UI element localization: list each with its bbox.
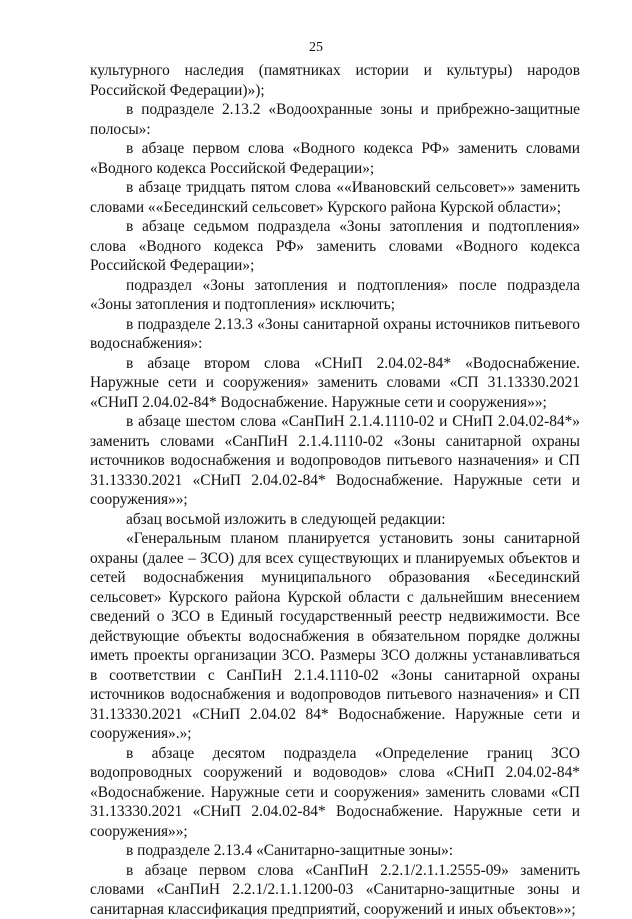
paragraph: в подразделе 2.13.4 «Санитарно-защитные зоны»: xyxy=(90,841,580,861)
paragraph: в подразделе 2.13.2 «Водоохранные зоны и прибрежно-защитные полосы»: xyxy=(90,100,580,139)
paragraph: в подразделе 2.13.3 «Зоны санитарной охраны источников питьевого водоснабжения»: xyxy=(90,315,580,354)
paragraph: в абзаце первом слова «СанПиН 2.2.1/2.1.1.2555-09» заменить словами «СанПиН 2.2.1/2.1.1.1200-03 «Санитарно-защитные зоны и санитарная классификация предприятий, сооружений и иных объектов»»; xyxy=(90,861,580,919)
paragraph: культурного наследия (памятниках истории и культуры) народов Российской Федерации)»); xyxy=(90,61,580,100)
paragraph: подраздел «Зоны затопления и подтопления» после подраздела «Зоны затопления и подтопления» исключить; xyxy=(90,276,580,315)
paragraph: в абзаце первом слова «Водного кодекса РФ» заменить словами «Водного кодекса Российской Федерации»; xyxy=(90,139,580,178)
paragraph: «Генеральным планом планируется установить зоны санитарной охраны (далее – ЗСО) для всех существующих и планируемых объектов и сетей водоснабжения муниципального образования «Бесединский сельсовет» Курского района Курской области с дальнейшим внесением сведений о ЗСО в Единый государственный реестр недвижимости. Все действующие объекты водоснабжения в обязательном порядке должны иметь проекты организации ЗСО. Размеры ЗСО должны устанавливаться в соответствии с СанПиН 2.1.4.1110-02 «Зоны санитарной охраны источников водоснабжения и водопроводов питьевого назначения» и СП 31.13330.2021 «СНиП 2.04.02 84* Водоснабжение. Наружные сети и сооружения».»; xyxy=(90,529,580,744)
paragraph: в абзаце седьмом подраздела «Зоны затопления и подтопления» слова «Водного кодекса РФ» заменить словами «Водного кодекса Российской Федерации»; xyxy=(90,217,580,276)
paragraph: в абзаце тридцать пятом слова ««Ивановский сельсовет»» заменить словами ««Бесединский сельсовет» Курского района Курской области»; xyxy=(90,178,580,217)
paragraph: в абзаце десятом подраздела «Определение границ ЗСО водопроводных сооружений и водоводов» слова «СНиП 2.04.02-84* «Водоснабжение. Наружные сети и сооружения» заменить словами «СП 31.13330.2021 «СНиП 2.04.02-84* Водоснабжение. Наружные сети и сооружения»»; xyxy=(90,744,580,842)
paragraph: в абзаце втором слова «СНиП 2.04.02-84* «Водоснабжение. Наружные сети и сооружения» заменить словами «СП 31.13330.2021 «СНиП 2.04.02-84* Водоснабжение. Наружные сети и сооружения»»; xyxy=(90,354,580,413)
page-number: 25 xyxy=(0,38,632,58)
paragraph: абзац восьмой изложить в следующей редакции: xyxy=(90,510,580,530)
paragraph: в абзаце шестом слова «СанПиН 2.1.4.1110-02 и СНиП 2.04.02-84*» заменить словами «СанПиН 2.1.4.1110-02 «Зоны санитарной охраны источников водоснабжения и водопроводов питьевого назначения» и СП 31.13330.2021 «СНиП 2.04.02-84* Водоснабжение. Наружные сети и сооружения»»; xyxy=(90,412,580,510)
document-body xyxy=(90,61,580,919)
